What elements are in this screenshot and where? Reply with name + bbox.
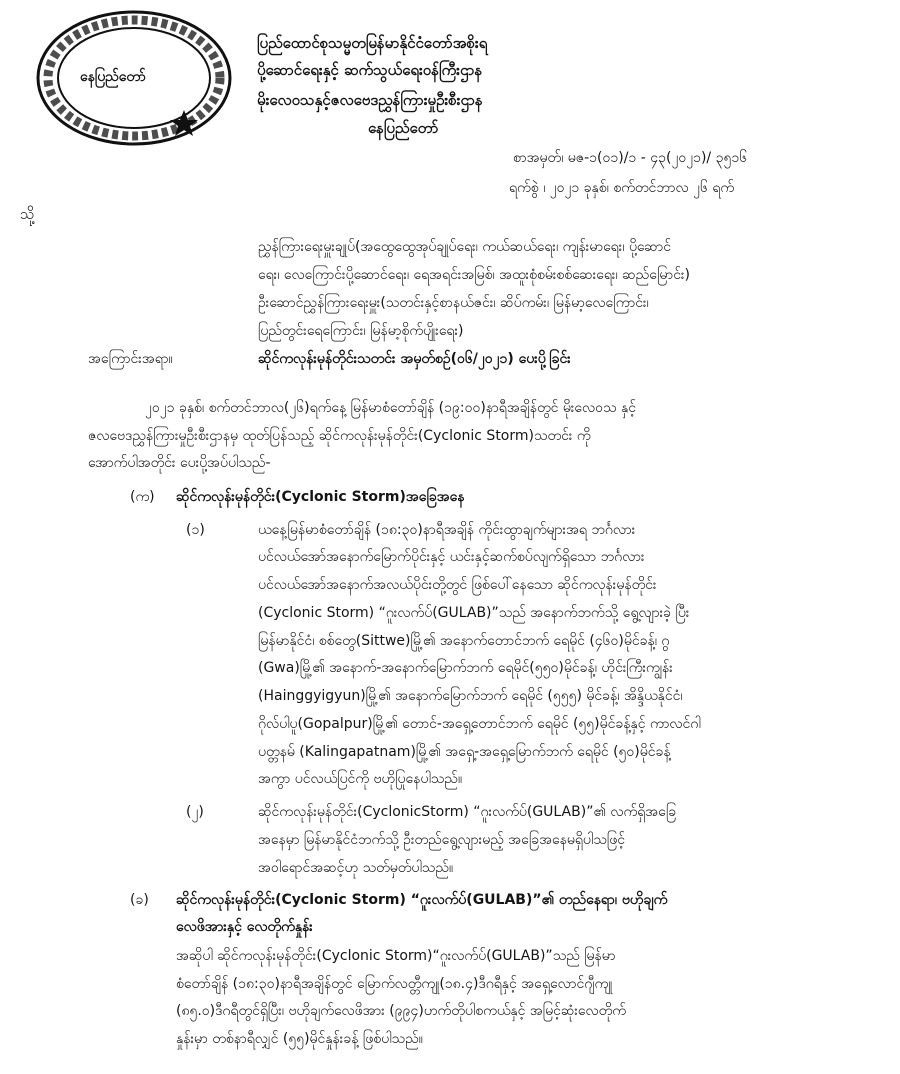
header-city-line: နေပြည်တော်: [368, 119, 439, 137]
section-ka-heading: ဆိုင်ကလုန်းမုန်တိုင်း(Cyclonic Storm)အခြေအနေ: [176, 489, 465, 505]
item-1-line: (Gwa)မြို့၏ အနောက်-အနောက်မြောက်ဘက် ရေမိုင်(၅၅၀)မိုင်ခန့်၊ ဟိုင်းကြီးကျွန်း: [258, 660, 673, 676]
reference-number: စာအမှတ်၊ မဇ-၁(၀၁)/၁ - ၄၃(၂၀၂၁)/ ၃၅၁၆: [513, 150, 748, 166]
subject-label: အကြောင်းအရာ။: [88, 351, 173, 367]
intro-line: ဇလဗေဒညွှန်ကြားမှုဦးစီးဌာနမှ ထုတ်ပြန်သည့် ဆိုင်ကလုန်းမုန်တိုင်း(Cyclonic Storm)သတင်း ကို: [88, 428, 591, 444]
item-1-line: ပင်လယ်အော်အနောက်မြောက်ပိုင်းနှင့် ယင်းနှင့်ဆက်စပ်လျက်ရှိသော ဘင်္ဂလား: [258, 549, 645, 565]
item-1-line: (Cyclonic Storm) “ဂူးလက်ပ်(GULAB)”သည် အနောက်ဘက်သို့ ရွေ့လျားခဲ့ ပြီး: [258, 605, 690, 621]
item-1-line: (Hainggyigyun)မြို့၏ အနောက်မြောက်ဘက် ရေမိုင် (၅၅၅) မိုင်ခန့်၊ အိန္ဒိယနိုင်ငံ၊: [258, 688, 683, 704]
section-kha-heading: လေဖိအားနှင့် လေတိုက်နှုန်း: [176, 919, 313, 935]
section-kha-marker: (ခ): [130, 892, 149, 908]
intro-line: ၂၀၂၁ ခုနှစ်၊ စက်တင်ဘာလ(၂၆)ရက်နေ့ မြန်မာစံတော်ချိန် (၁၉:၀၀)နာရီအချိန်တွင် မိုးလေဝသ နှင့်: [145, 400, 636, 416]
seal-center-text: နေပြည်တော်: [80, 69, 146, 85]
item-1-line: ယနေ့မြန်မာစံတော်ချိန် (၁၈:၃၀)နာရီအချိန် ကိုင်းထွာချက်များအရ ဘင်္ဂလား: [258, 522, 636, 538]
section-ka-marker: (က): [130, 489, 155, 505]
item-1-line: အကွာ ပင်လယ်ပြင်ကို ဗဟိုပြုနေပါသည်။: [258, 771, 463, 787]
section-kha-heading: ဆိုင်ကလုန်းမုန်တိုင်း(Cyclonic Storm) “ဂူးလက်ပ်(GULAB)”၏ တည်နေရာ၊ ဗဟိုချက်: [176, 892, 668, 908]
to-label: သို့: [20, 205, 35, 223]
recipient-line: ဦးဆောင်ညွှန်ကြားရေးမှူး(သတင်းနှင့်စာနယ်ဇင်း၊ ဆိပ်ကမ်း၊ မြန်မာ့လေကြောင်း၊: [258, 295, 649, 311]
letter-date: ရက်စွဲ ၊ ၂၀၂၁ ခုနှစ်၊ စက်တင်ဘာလ ၂၆ ရက်: [509, 180, 735, 196]
section-kha-body-line: စံတော်ချိန် (၁၈:၃၀)နာရီအချိန်တွင် မြောက်လတ္တီကျု(၁၈.၄)ဒီဂရီနှင့် အရှေ့လောင်ဂျီကျု: [176, 976, 613, 992]
recipient-line: ညွှန်ကြားရေးမှူးချုပ်(အထွေထွေအုပ်ချုပ်ရေး၊ ကယ်ဆယ်ရေး၊ ကျန်းမာရေး၊ ပို့ဆောင်: [258, 239, 672, 255]
section-kha-body-line: အဆိုပါ ဆိုင်ကလုန်းမုန်တိုင်း(Cyclonic Storm)“ဂူးလက်ပ်(GULAB)”သည် မြန်မာ: [176, 948, 616, 964]
subject-text: ဆိုင်ကလုန်းမုန်တိုင်းသတင်း အမှတ်စဉ်(၀၆/၂၀၂၁) ပေးပို့ခြင်း: [258, 351, 571, 367]
header-government-line: ပြည်ထောင်စုသမ္မတမြန်မာနိုင်ငံတော်အစိုးရ: [257, 34, 488, 52]
item-1-line: ဂိုလ်ပါပူ(Gopalpur)မြို့၏ တောင်-အရှေ့တောင်ဘက် ရေမိုင် (၅၅)မိုင်ခန့်နှင့် ကာလင်ဂါ: [258, 716, 701, 732]
header-department-line: မိုးလေဝသနှင့်ဇလဗေဒညွှန်ကြားမှုဦးစီးဌာန: [257, 91, 483, 109]
header-ministry-line: ပို့ဆောင်ရေးနှင့် ဆက်သွယ်ရေးဝန်ကြီးဌာန: [257, 61, 483, 79]
item-2-line: အနေမှာ မြန်မာနိုင်ငံဘက်သို့ ဦးတည်ရွေ့လျားမည့် အခြေအနေမရှိပါသဖြင့်: [258, 832, 625, 848]
item-2-line: အဝါရောင်အဆင့်ဟု သတ်မှတ်ပါသည်။: [258, 860, 454, 876]
item-1-marker: (၁): [186, 522, 205, 538]
section-kha-body-line: နှုန်းမှာ တစ်နာရီလျှင် (၅၅)မိုင်နှုန်းခန့် ဖြစ်ပါသည်။: [176, 1031, 423, 1047]
item-2-line: ဆိုင်ကလုန်းမုန်တိုင်း(CyclonicStorm) “ဂူးလက်ပ်(GULAB)”၏ လက်ရှိအခြေ: [258, 804, 677, 820]
recipient-line: ပြည်တွင်းရေကြောင်း၊ မြန်မာ့စိုက်ပျိုးရေး): [258, 323, 464, 339]
recipient-line: ရေး၊ လေကြောင်းပို့ဆောင်ရေး၊ ရေအရင်းအမြစ်၊ အထူးစုံစမ်းစစ်ဆေးရေး၊ ဆည်မြောင်း): [258, 267, 690, 283]
item-1-line: ပင်လယ်အော်အနောက်အလယ်ပိုင်းတို့တွင် ဖြစ်ပေါ်နေသော ဆိုင်ကလုန်းမုန်တိုင်း: [258, 577, 657, 593]
section-kha-body-line: (၈၅.၀)ဒီဂရီတွင်ရှိပြီး၊ ဗဟိုချက်လေဖိအား (၉၉၄)ဟက်တိုပါစကယ်နှင့် အမြင့်ဆုံးလေတိုက်: [176, 1003, 626, 1019]
item-2-marker: (၂): [186, 804, 204, 820]
intro-line: အောက်ပါအတိုင်း ပေးပို့အပ်ပါသည်-: [88, 455, 271, 471]
item-1-line: မြန်မာနိုင်ငံ၊ စစ်တွေ(Sittwe)မြို့၏ အနောက်တောင်ဘက် ရေမိုင် (၄၆၀)မိုင်ခန့်၊ ဂွ: [258, 633, 670, 649]
official-seal-stamp: [28, 6, 233, 156]
item-1-line: ပတ္တနမ် (Kalingapatnam)မြို့၏ အရှေ့-အရှေ့မြောက်ဘက် ရေမိုင် (၅၀)မိုင်ခန့်: [258, 744, 671, 760]
